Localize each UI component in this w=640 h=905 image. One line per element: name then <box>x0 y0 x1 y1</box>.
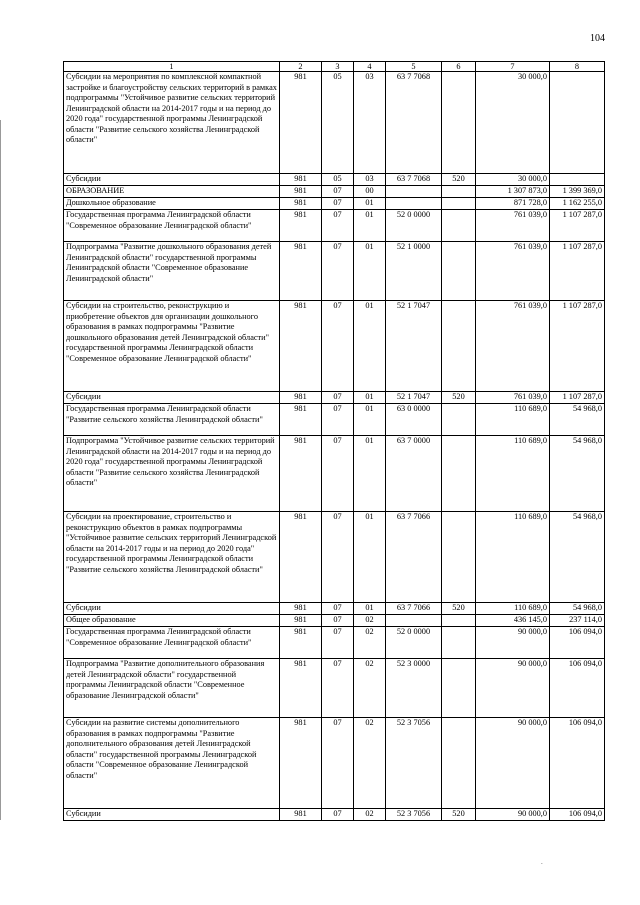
budget-table <box>63 61 605 821</box>
cell-rz: 07 <box>322 718 354 809</box>
cell-sum1: 110 689,0 <box>476 404 550 436</box>
cell-gr: 981 <box>280 174 322 186</box>
cell-vr: 520 <box>442 174 476 186</box>
cell-name: Субсидии на строительство, реконструкцию и приобретение объектов для организации дошкольного образования в рамках подпрограммы "Развитие дошкольного образования детей Ленинградской области" государственной программы Ленинградской области "Современное образование Ленинградской области" <box>64 301 280 392</box>
col-header-8: 8 <box>550 62 605 72</box>
table-row <box>64 659 605 718</box>
cell-pr: 01 <box>354 242 386 301</box>
cell-vr <box>442 436 476 512</box>
cell-name: Подпрограмма "Развитие дошкольного образования детей Ленинградской области" государственной программы Ленинградской области "Современное образование Ленинградской области" <box>64 242 280 301</box>
cell-sum1: 110 689,0 <box>476 603 550 615</box>
table-row <box>64 301 605 392</box>
cell-name: Государственная программа Ленинградской области "Современное образование Ленинградской области" <box>64 210 280 242</box>
cell-vr <box>442 198 476 210</box>
table-row <box>64 615 605 627</box>
cell-name: Дошкольное образование <box>64 198 280 210</box>
cell-pr: 02 <box>354 718 386 809</box>
cell-csr: 52 1 7047 <box>386 301 442 392</box>
cell-vr <box>442 718 476 809</box>
cell-name: Общее образование <box>64 615 280 627</box>
cell-name: Субсидии <box>64 174 280 186</box>
table-row <box>64 404 605 436</box>
table-row <box>64 809 605 821</box>
cell-name: ОБРАЗОВАНИЕ <box>64 186 280 198</box>
cell-rz: 07 <box>322 404 354 436</box>
cell-name: Субсидии на мероприятия по комплексной компактной застройке и благоустройству сельских территорий в рамках подпрограммы "Устойчивое развитие сельских территорий Ленинградской области на 2014-2017 годы и на период до 2020 года" государственной программы Ленинградской области "Развитие сельского хозяйства Ленинградской области" <box>64 72 280 174</box>
cell-pr: 02 <box>354 809 386 821</box>
cell-rz: 07 <box>322 627 354 659</box>
cell-sum1: 871 728,0 <box>476 198 550 210</box>
cell-sum1: 30 000,0 <box>476 72 550 174</box>
cell-pr: 01 <box>354 404 386 436</box>
cell-rz: 07 <box>322 603 354 615</box>
col-header-3: 3 <box>322 62 354 72</box>
scan-edge-line <box>0 120 1 820</box>
cell-gr: 981 <box>280 512 322 603</box>
cell-pr: 02 <box>354 627 386 659</box>
cell-rz: 07 <box>322 392 354 404</box>
cell-pr: 03 <box>354 72 386 174</box>
cell-sum2: 106 094,0 <box>550 659 605 718</box>
table-row <box>64 210 605 242</box>
cell-sum2: 106 094,0 <box>550 809 605 821</box>
cell-gr: 981 <box>280 718 322 809</box>
cell-pr: 01 <box>354 603 386 615</box>
cell-pr: 03 <box>354 174 386 186</box>
cell-rz: 05 <box>322 72 354 174</box>
cell-name: Субсидии <box>64 809 280 821</box>
cell-sum1: 90 000,0 <box>476 627 550 659</box>
table-row <box>64 436 605 512</box>
cell-sum1: 761 039,0 <box>476 301 550 392</box>
column-header-row <box>64 62 605 72</box>
cell-rz: 07 <box>322 242 354 301</box>
cell-csr: 52 1 0000 <box>386 242 442 301</box>
cell-gr: 981 <box>280 301 322 392</box>
cell-sum2: 1 107 287,0 <box>550 242 605 301</box>
table-row <box>64 718 605 809</box>
col-header-7: 7 <box>476 62 550 72</box>
cell-gr: 981 <box>280 436 322 512</box>
cell-csr: 63 7 7068 <box>386 72 442 174</box>
cell-sum1: 761 039,0 <box>476 242 550 301</box>
cell-vr <box>442 186 476 198</box>
cell-csr: 63 0 0000 <box>386 404 442 436</box>
cell-rz: 07 <box>322 301 354 392</box>
cell-vr <box>442 242 476 301</box>
cell-vr <box>442 615 476 627</box>
cell-vr: 520 <box>442 392 476 404</box>
table-body <box>64 72 605 821</box>
cell-gr: 981 <box>280 809 322 821</box>
col-header-1: 1 <box>64 62 280 72</box>
col-header-2: 2 <box>280 62 322 72</box>
cell-sum2: 1 107 287,0 <box>550 301 605 392</box>
cell-rz: 07 <box>322 436 354 512</box>
cell-vr <box>442 627 476 659</box>
cell-sum1: 90 000,0 <box>476 718 550 809</box>
cell-sum2: 54 968,0 <box>550 512 605 603</box>
cell-csr: 52 0 0000 <box>386 627 442 659</box>
cell-sum2 <box>550 72 605 174</box>
cell-sum1: 90 000,0 <box>476 809 550 821</box>
cell-csr: 52 3 7056 <box>386 809 442 821</box>
cell-vr: 520 <box>442 603 476 615</box>
col-header-5: 5 <box>386 62 442 72</box>
cell-pr: 01 <box>354 198 386 210</box>
table-row <box>64 512 605 603</box>
cell-sum2: 1 162 255,0 <box>550 198 605 210</box>
cell-sum1: 110 689,0 <box>476 436 550 512</box>
margin-mark: . <box>541 858 543 866</box>
cell-name: Государственная программа Ленинградской области "Современное образование Ленинградской области" <box>64 627 280 659</box>
cell-sum2: 54 968,0 <box>550 603 605 615</box>
table-row <box>64 242 605 301</box>
cell-rz: 07 <box>322 198 354 210</box>
cell-csr: 63 7 0000 <box>386 436 442 512</box>
table-row <box>64 186 605 198</box>
cell-pr: 01 <box>354 392 386 404</box>
cell-sum2: 106 094,0 <box>550 718 605 809</box>
cell-csr: 52 0 0000 <box>386 210 442 242</box>
cell-sum1: 1 307 873,0 <box>476 186 550 198</box>
cell-vr <box>442 404 476 436</box>
cell-name: Подпрограмма "Развитие дополнительного образования детей Ленинградской области" государственной программы Ленинградской области "Современное образование Ленинградской области" <box>64 659 280 718</box>
cell-rz: 07 <box>322 512 354 603</box>
cell-pr: 02 <box>354 659 386 718</box>
cell-name: Государственная программа Ленинградской области "Развитие сельского хозяйства Ленинградской области" <box>64 404 280 436</box>
cell-csr <box>386 186 442 198</box>
cell-csr: 63 7 7068 <box>386 174 442 186</box>
cell-sum1: 761 039,0 <box>476 392 550 404</box>
cell-rz: 07 <box>322 615 354 627</box>
cell-sum1: 761 039,0 <box>476 210 550 242</box>
cell-csr <box>386 198 442 210</box>
cell-sum1: 30 000,0 <box>476 174 550 186</box>
cell-csr: 63 7 7066 <box>386 603 442 615</box>
cell-name: Субсидии на развитие системы дополнительного образования в рамках подпрограммы "Развитие дополнительного образования детей Ленинградской области" государственной программы Ленинградской области "Современное образование Ленинградской области" <box>64 718 280 809</box>
col-header-4: 4 <box>354 62 386 72</box>
cell-sum1: 436 145,0 <box>476 615 550 627</box>
cell-sum2: 54 968,0 <box>550 404 605 436</box>
cell-gr: 981 <box>280 198 322 210</box>
table-row <box>64 174 605 186</box>
cell-gr: 981 <box>280 615 322 627</box>
cell-name: Субсидии на проектирование, строительство и реконструкцию объектов в рамках подпрограммы "Устойчивое развитие сельских территорий Ленинградской области на 2014-2017 годы и на период до 2020 года" государственной программы Ленинградской области "Развитие сельского хозяйства Ленинградской области" <box>64 512 280 603</box>
cell-sum2: 106 094,0 <box>550 627 605 659</box>
cell-sum1: 110 689,0 <box>476 512 550 603</box>
cell-gr: 981 <box>280 627 322 659</box>
cell-rz: 07 <box>322 659 354 718</box>
cell-vr: 520 <box>442 809 476 821</box>
cell-csr: 63 7 7066 <box>386 512 442 603</box>
cell-pr: 01 <box>354 436 386 512</box>
cell-pr: 00 <box>354 186 386 198</box>
cell-name: Субсидии <box>64 392 280 404</box>
cell-sum2 <box>550 174 605 186</box>
cell-rz: 05 <box>322 174 354 186</box>
cell-sum2: 54 968,0 <box>550 436 605 512</box>
cell-sum2: 1 107 287,0 <box>550 210 605 242</box>
cell-csr: 52 3 0000 <box>386 659 442 718</box>
page-number: 104 <box>590 33 605 44</box>
cell-pr: 02 <box>354 615 386 627</box>
cell-pr: 01 <box>354 512 386 603</box>
col-header-6: 6 <box>442 62 476 72</box>
cell-gr: 981 <box>280 186 322 198</box>
cell-csr: 52 3 7056 <box>386 718 442 809</box>
cell-name: Субсидии <box>64 603 280 615</box>
cell-vr <box>442 72 476 174</box>
cell-gr: 981 <box>280 659 322 718</box>
cell-gr: 981 <box>280 72 322 174</box>
cell-gr: 981 <box>280 242 322 301</box>
cell-gr: 981 <box>280 210 322 242</box>
cell-sum2: 237 114,0 <box>550 615 605 627</box>
table-row <box>64 603 605 615</box>
cell-vr <box>442 210 476 242</box>
cell-vr <box>442 659 476 718</box>
table-row <box>64 392 605 404</box>
table-row <box>64 72 605 174</box>
cell-rz: 07 <box>322 210 354 242</box>
cell-gr: 981 <box>280 392 322 404</box>
cell-csr: 52 1 7047 <box>386 392 442 404</box>
cell-gr: 981 <box>280 404 322 436</box>
cell-sum1: 90 000,0 <box>476 659 550 718</box>
cell-pr: 01 <box>354 210 386 242</box>
cell-sum2: 1 107 287,0 <box>550 392 605 404</box>
table-row <box>64 198 605 210</box>
cell-rz: 07 <box>322 186 354 198</box>
cell-name: Подпрограмма "Устойчивое развитие сельских территорий Ленинградской области на 2014-2017 годы и на период до 2020 года" государственной программы Ленинградской области "Развитие сельского хозяйства Ленинградской области" <box>64 436 280 512</box>
cell-rz: 07 <box>322 809 354 821</box>
cell-sum2: 1 399 369,0 <box>550 186 605 198</box>
cell-vr <box>442 301 476 392</box>
table-row <box>64 627 605 659</box>
cell-gr: 981 <box>280 603 322 615</box>
cell-pr: 01 <box>354 301 386 392</box>
cell-csr <box>386 615 442 627</box>
cell-vr <box>442 512 476 603</box>
